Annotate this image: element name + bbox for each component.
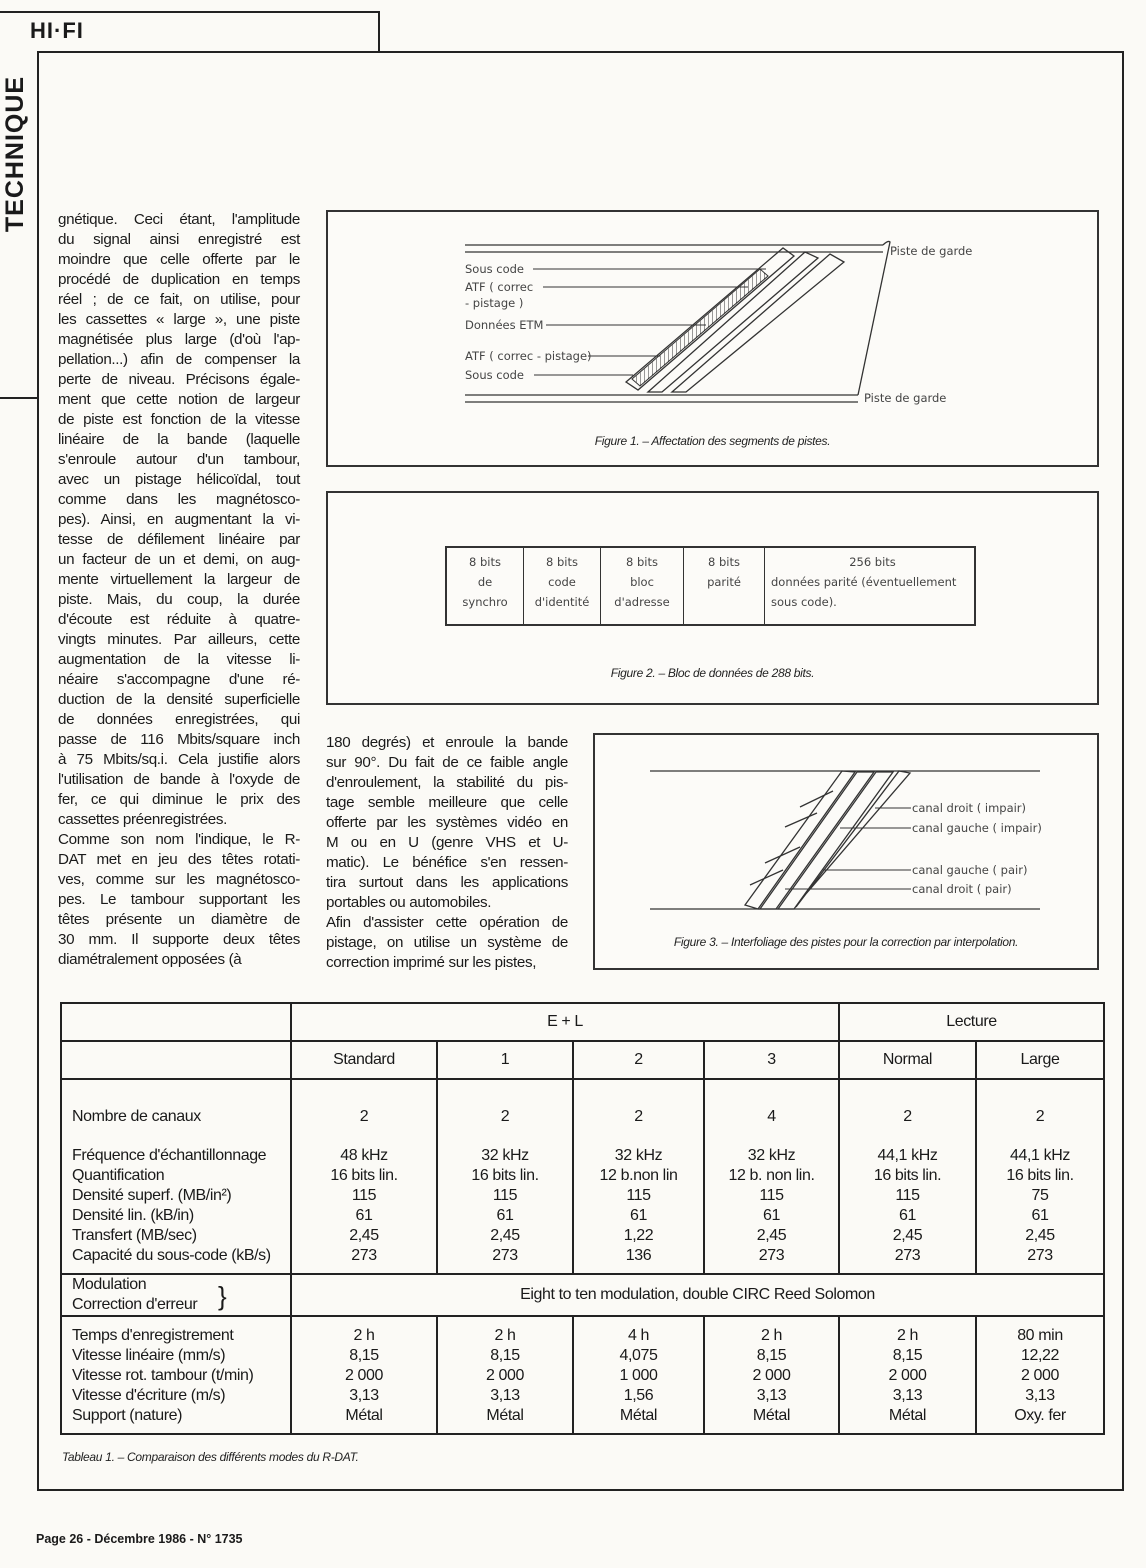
label-sous-code-2: Sous code (465, 368, 525, 382)
cell-value: 115 (626, 1187, 651, 1204)
cell-value: 273 (894, 1247, 921, 1264)
label-piste-garde-top: Piste de garde (890, 244, 973, 258)
text-line: Afin d'assister cette opération de (326, 914, 568, 931)
text-line: offerte par les systèmes vidéo en (326, 814, 568, 831)
cell-value: 115 (492, 1187, 518, 1204)
cell-value: 3,13 (349, 1387, 379, 1404)
text-line: avec un pistage hélicoïdal, tout (58, 471, 300, 488)
cell-value: 2,45 (892, 1227, 923, 1244)
figure-1-caption: Figure 1. – Affectation des segments de pistes. (594, 434, 831, 448)
row-label: Modulation (72, 1276, 147, 1293)
value-cell (291, 1079, 437, 1274)
row-label: Temps d'enregistrement (72, 1327, 234, 1344)
row-label: Densité lin. (kB/in) (72, 1207, 194, 1224)
cell-value: 8,15 (349, 1347, 379, 1364)
cell-value: 2 (359, 1108, 369, 1125)
text-line: ves, comme sur les magnétosco- (58, 871, 300, 888)
bit-field-line: parité (707, 575, 741, 589)
row-labels-cell (61, 1079, 291, 1274)
cell-value: 115 (351, 1187, 377, 1204)
value-cell (839, 1079, 976, 1274)
vertical-section-label: TECHNIQUE (1, 75, 29, 233)
empty-header-cell (61, 1041, 291, 1079)
bit-field-cell (684, 548, 765, 624)
value-cell (704, 1079, 839, 1274)
section-title: HI·FI (30, 18, 84, 43)
row-label: Vitesse rot. tambour (t/min) (72, 1367, 254, 1384)
bit-field-line: code (548, 575, 576, 589)
bit-field-line: bloc (630, 575, 654, 589)
figure-3-caption: Figure 3. – Interfoliage des pistes pour la correction par interpolation. (673, 935, 1019, 949)
spacer (292, 1127, 436, 1146)
cell-value: 16 bits lin. (330, 1167, 398, 1184)
bit-field-line: 8 bits (546, 555, 578, 569)
text-line: sur 90°. Du fait de ce faible angle (326, 754, 568, 771)
cell-value: 2 000 (1020, 1367, 1060, 1384)
text-line: ment que cette notion de largeur (58, 391, 300, 408)
bit-field-line: de (477, 575, 493, 589)
text-line: du signal ainsi enregistré est (58, 231, 300, 248)
left-text-column (58, 210, 300, 970)
text-line: têtes présente un diamètre de (58, 911, 300, 928)
text-line: tage semble meilleure que celle (326, 794, 568, 811)
cell-value: 2 000 (752, 1367, 791, 1384)
bit-field-line: 8 bits (626, 555, 658, 569)
value-cell (704, 1316, 839, 1434)
cell-value: 273 (492, 1247, 518, 1264)
cell-value: 44,1 kHz (877, 1147, 938, 1164)
cell-value: 1 000 (619, 1367, 658, 1384)
text-line: tira surtout dans les applications (326, 874, 568, 891)
text-line: linéaire de la bande (laquelle (58, 431, 300, 448)
text-line: pellation...) afin de compenser la (58, 351, 300, 368)
bit-field-line: 8 bits (469, 555, 501, 569)
text-line: duction de la densité superficielle (58, 691, 300, 708)
text-line: néaire s'accompagne d'une ré- (58, 671, 300, 688)
spacer (72, 1127, 290, 1146)
cell-value: 2 (1035, 1108, 1045, 1125)
text-line: s'enroule autour d'un tambour, (58, 451, 300, 468)
brace: } (218, 1281, 227, 1311)
text-line: diamétralement opposées (à (58, 951, 242, 968)
cell-value: 2 h (760, 1327, 783, 1344)
cell-value: 61 (899, 1207, 916, 1224)
cell-value: 16 bits lin. (471, 1167, 539, 1184)
cell-value: 61 (355, 1207, 373, 1224)
text-line: matic). Le bénéfice s'en ressen- (326, 854, 568, 871)
text-line: cassettes préenregistrées. (58, 811, 228, 828)
text-line: magnétisée plus large (d'où l'ap- (58, 331, 300, 348)
cell-value: 2 (500, 1108, 510, 1125)
cell-value: 8,15 (490, 1347, 520, 1364)
column-header: 1 (437, 1041, 573, 1079)
cell-value: 2,45 (756, 1227, 787, 1244)
text-line: procédé de duplication en temps (58, 271, 300, 288)
text-line: d'écoute est réduite à quatre- (58, 611, 300, 628)
text-line: piste. Mais, du coup, la durée (58, 591, 300, 608)
cell-value: 115 (759, 1187, 784, 1204)
figure-2 (326, 491, 1099, 705)
cell-value: 12 b.non lin (599, 1167, 678, 1184)
row-label: Nombre de canaux (72, 1108, 201, 1125)
text-line: d'enroulement, la stabilité du pis- (326, 774, 568, 791)
cell-value: 273 (1027, 1247, 1053, 1264)
text-line: les cassettes « large », une piste (58, 311, 300, 328)
cell-value: 3,13 (892, 1387, 923, 1404)
text-line: de piste est fonction de la vitesse (58, 411, 300, 428)
cell-value: 4 h (627, 1327, 650, 1344)
text-line: gnétique. Ceci étant, l'amplitude (58, 211, 300, 228)
cell-value: 32 kHz (614, 1147, 663, 1164)
row-label: Correction d'erreur (72, 1296, 198, 1313)
text-line: à 75 Mbits/sq.i. Cela justifie alors (58, 751, 300, 768)
text-line: fer, ce qui diminue le prix des (58, 791, 300, 808)
row-label: Vitesse linéaire (mm/s) (72, 1347, 226, 1364)
bit-field-cell (765, 548, 974, 624)
text-line: Comme son nom l'indique, le R- (58, 831, 300, 848)
cell-value: 2,45 (490, 1227, 520, 1244)
modulation-value: Eight to ten modulation, double CIRC Reed Solomon (291, 1274, 1104, 1316)
column-header: Large (976, 1041, 1104, 1079)
column-header: 3 (704, 1041, 839, 1079)
label-donnees-etm: Données ETM (465, 318, 544, 332)
figure-1 (326, 210, 1099, 467)
text-line: pes. Le tambour supportant les (58, 891, 300, 908)
data-block-diagram (445, 546, 976, 626)
text-line: pes). Ainsi, en augmentant la vi- (58, 511, 300, 528)
label-canal-gauche-pair: canal gauche ( pair) (912, 863, 1028, 877)
bit-field-line: d'identité (534, 595, 590, 609)
cell-value: 2 000 (888, 1367, 927, 1384)
text-line: augmentation de la vitesse li- (58, 651, 300, 668)
modulation-label-cell (61, 1274, 291, 1316)
divider (0, 397, 37, 399)
label-canal-droit-impair: canal droit ( impair) (912, 801, 1027, 815)
group-header-el: E + L (291, 1003, 839, 1041)
bit-field-line: synchro (462, 595, 508, 609)
cell-value: 2,45 (1025, 1227, 1055, 1244)
column-header: Standard (291, 1041, 437, 1079)
spacer (438, 1127, 572, 1146)
spacer (574, 1127, 703, 1146)
label-canal-gauche-impair: canal gauche ( impair) (912, 821, 1042, 835)
cell-value: 2 000 (344, 1367, 384, 1384)
row-label: Transfert (MB/sec) (72, 1227, 197, 1244)
cell-value: 1,22 (623, 1227, 654, 1244)
bit-field-line: d'adresse (614, 595, 670, 609)
text-line: portables ou automobiles. (326, 894, 492, 911)
bit-field-line: 256 bits (849, 555, 896, 569)
value-cell (573, 1079, 704, 1274)
bit-field-cell (601, 548, 684, 624)
group-header-lecture: Lecture (839, 1003, 1104, 1041)
cell-value: 136 (625, 1247, 652, 1264)
cell-value: 115 (895, 1187, 920, 1204)
spacer (705, 1127, 838, 1146)
cell-value: 273 (758, 1247, 785, 1264)
figure-2-caption: Figure 2. – Bloc de données de 288 bits. (610, 666, 815, 680)
cell-value: 61 (630, 1207, 647, 1224)
cell-value: 32 kHz (747, 1147, 796, 1164)
cell-value: 16 bits lin. (873, 1167, 942, 1184)
column-header: 2 (573, 1041, 704, 1079)
figure-3 (593, 733, 1099, 970)
label-canal-droit-pair: canal droit ( pair) (912, 882, 1012, 896)
spacer (977, 1127, 1103, 1146)
text-line: comme dans les magnétosco- (58, 491, 300, 508)
cell-value: Métal (486, 1407, 524, 1424)
row-label: Support (nature) (72, 1407, 183, 1424)
row-label: Fréquence d'échantillonnage (72, 1147, 267, 1164)
value-cell (573, 1316, 704, 1434)
cell-value: 3,13 (490, 1387, 520, 1404)
row-label: Vitesse d'écriture (m/s) (72, 1387, 226, 1404)
column-header: Normal (839, 1041, 976, 1079)
cell-value: 61 (496, 1207, 514, 1224)
row-label: Densité superf. (MB/in²) (72, 1187, 232, 1204)
cell-value: 16 bits lin. (1006, 1167, 1074, 1184)
text-line: 180 degrés) et enroule la bande (326, 734, 568, 751)
cell-value: 273 (351, 1247, 377, 1264)
cell-value: 2 h (353, 1327, 375, 1344)
track-segments-diagram (328, 212, 1097, 465)
cell-value: 2 000 (485, 1367, 525, 1384)
text-line: M ou en U (genre VHS et U- (326, 834, 568, 851)
cell-value: 8,15 (892, 1347, 923, 1364)
label-atf-1b: - pistage ) (465, 296, 524, 310)
value-cell (976, 1079, 1104, 1274)
cell-value: 8,15 (756, 1347, 787, 1364)
text-line: vingts minutes. Par ailleurs, cette (58, 631, 300, 648)
bit-field-line: données parité (éventuellement (771, 575, 957, 589)
middle-text-column (326, 733, 568, 973)
label-sous-code-1: Sous code (465, 262, 525, 276)
cell-value: Métal (345, 1407, 383, 1424)
cell-value: 2 h (896, 1327, 919, 1344)
label-atf-1a: ATF ( correc (465, 280, 534, 294)
cell-value: 4 (767, 1108, 776, 1125)
value-cell (976, 1316, 1104, 1434)
text-line: passe de 116 Mbits/square inch (58, 731, 300, 748)
table-caption: Tableau 1. – Comparaison des différents modes du R-DAT. (62, 1450, 359, 1464)
text-line: moindre que celle offerte par le (58, 251, 300, 268)
bit-field-line (684, 592, 764, 612)
bit-field-line: sous code). (771, 595, 837, 609)
cell-value: Métal (619, 1407, 658, 1424)
page-footer: Page 26 - Décembre 1986 - N° 1735 (36, 1532, 243, 1546)
row-label: Capacité du sous-code (kB/s) (72, 1247, 271, 1264)
bit-field-cell (524, 548, 601, 624)
text-line: 30 mm. Il supporte deux têtes (58, 931, 300, 948)
cell-value: 48 kHz (340, 1147, 388, 1164)
track-interleave-diagram (595, 735, 1097, 968)
text-line: de données enregistrées, qui (58, 711, 300, 728)
value-cell (437, 1079, 573, 1274)
row-labels-cell (61, 1316, 291, 1434)
text-line: tesse de défilement linéaire par (58, 531, 300, 548)
cell-value: 2 h (494, 1327, 516, 1344)
empty-header-cell (61, 1003, 291, 1041)
cell-value: 12,22 (1020, 1347, 1060, 1364)
text-line: perte de niveau. Précisons égale- (58, 371, 300, 388)
cell-value: Oxy. fer (1014, 1407, 1066, 1424)
cell-value: 2,45 (349, 1227, 379, 1244)
cell-value: 1,56 (623, 1387, 654, 1404)
text-line: l'utilisation de bande à l'oxyde de (58, 771, 300, 788)
bit-field-line: 8 bits (708, 555, 740, 569)
cell-value: 80 min (1017, 1327, 1063, 1344)
text-line: pistage, on utilise un système de (326, 934, 568, 951)
value-cell (839, 1316, 976, 1434)
bit-field-cell (447, 548, 524, 624)
cell-value: 44,1 kHz (1010, 1147, 1070, 1164)
cell-value: 4,075 (619, 1347, 658, 1364)
cell-value: 32 kHz (481, 1147, 529, 1164)
text-line: réel ; de ce fait, on utilise, pour (58, 291, 300, 308)
cell-value: Métal (752, 1407, 791, 1424)
text-line: un facteur de un et demi, on aug- (58, 551, 300, 568)
cell-value: 2 (903, 1108, 912, 1125)
label-piste-garde-bottom: Piste de garde (864, 391, 947, 405)
cell-value: 12 b. non lin. (728, 1167, 815, 1184)
text-line: mente virtuellement la largeur de (58, 571, 300, 588)
value-cell (437, 1316, 573, 1434)
cell-value: 61 (763, 1207, 780, 1224)
label-atf-2: ATF ( correc - pistage) (465, 349, 592, 363)
spacer (840, 1127, 975, 1146)
text-line: DAT met en jeu des têtes rotati- (58, 851, 300, 868)
cell-value: 3,13 (1025, 1387, 1055, 1404)
cell-value: 61 (1031, 1207, 1049, 1224)
cell-value: 75 (1031, 1187, 1049, 1204)
cell-value: 2 (634, 1108, 643, 1125)
text-line: correction imprimé sur les pistes, (326, 954, 537, 971)
comparison-table (60, 1002, 1105, 1435)
cell-value: Métal (888, 1407, 927, 1424)
value-cell (291, 1316, 437, 1434)
cell-value: 3,13 (756, 1387, 787, 1404)
row-label: Quantification (72, 1167, 165, 1184)
